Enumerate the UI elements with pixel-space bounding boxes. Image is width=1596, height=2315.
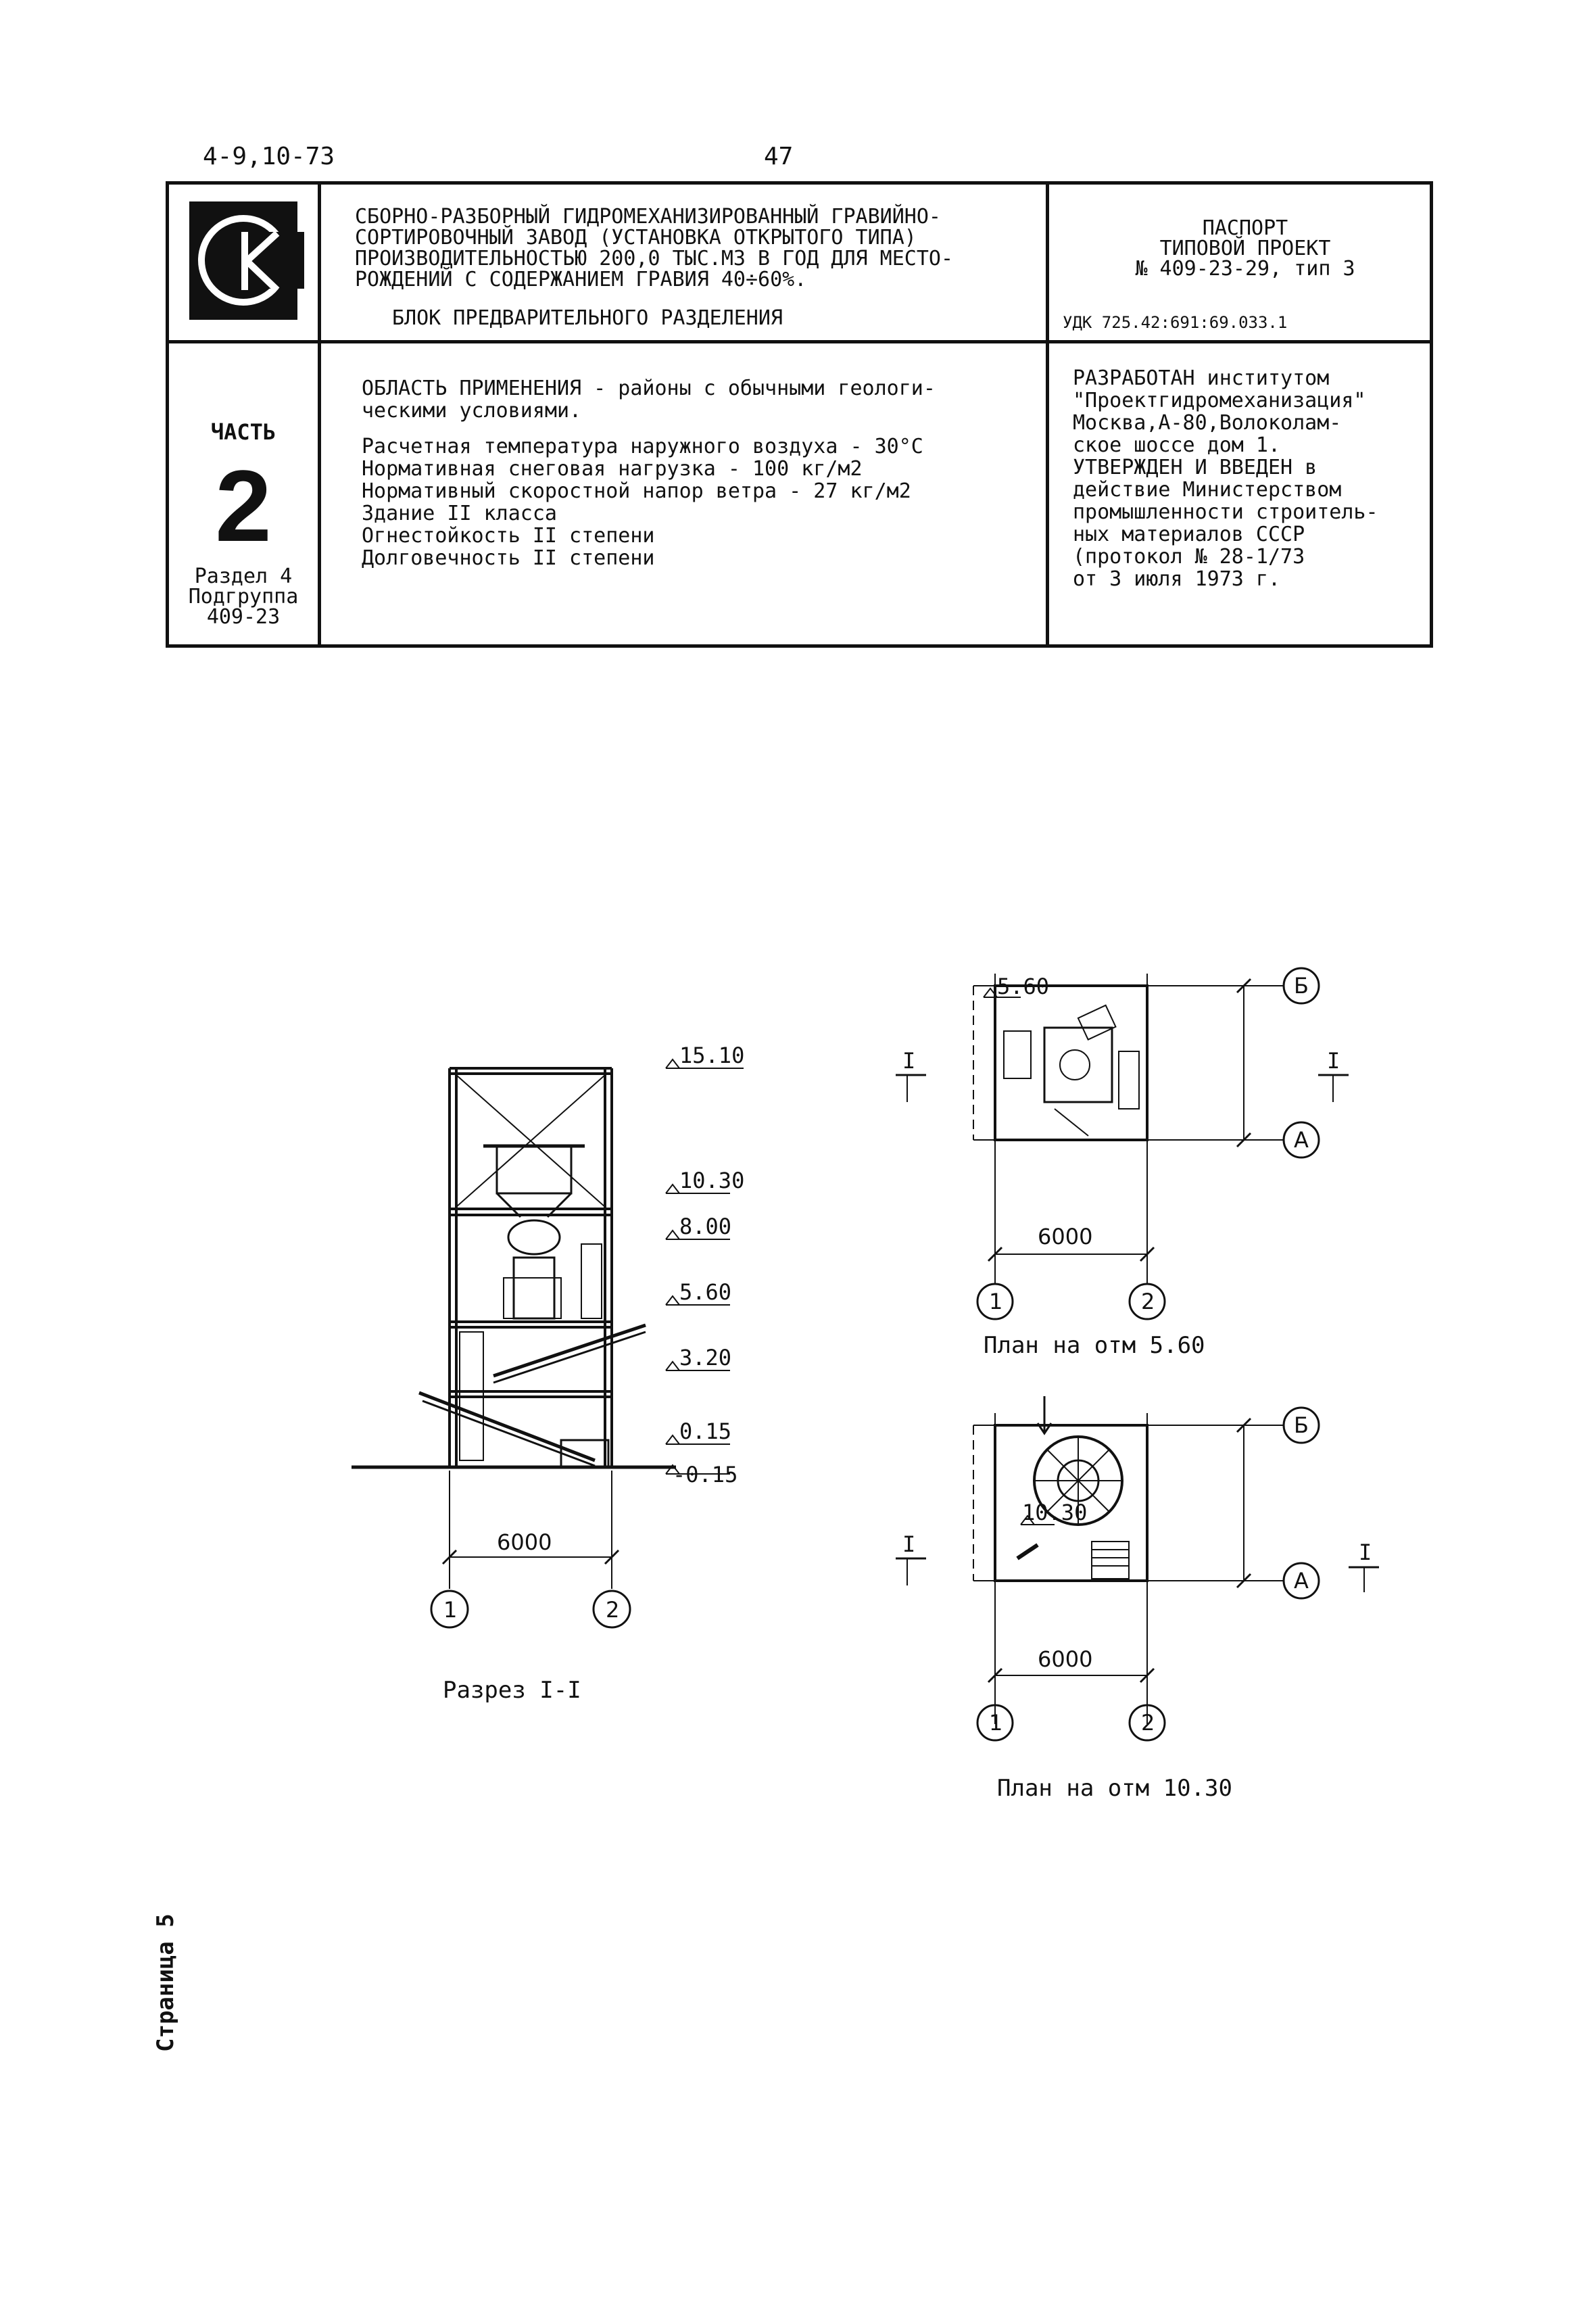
approval-line: УТВЕРЖДЕН И ВВЕДЕН в [1073, 456, 1317, 479]
udk-code: УДК 725.42:691:69.033.1 [1063, 313, 1288, 332]
cut-mark: I [1359, 1540, 1372, 1565]
date-line: от 3 июля 1973 г. [1073, 567, 1281, 591]
application-area: ОБЛАСТЬ ПРИМЕНЕНИЯ - районы с обычными геологи- [362, 377, 936, 400]
developer-line: ское шоссе дом 1. [1073, 433, 1281, 457]
axis-label: Б [1294, 973, 1309, 999]
plan-560-drawing [896, 968, 1349, 1319]
title-line: СОРТИРОВОЧНЫЙ ЗАВОД (УСТАНОВКА ОТКРЫТОГО ТИПА) [355, 226, 917, 249]
developer-line: Москва,А-80,Волоколам- [1073, 411, 1342, 435]
page-side-note: Страница 5 [152, 1913, 179, 2052]
document-code: 4-9,10-73 [203, 143, 335, 170]
level-label: -0.15 [673, 1462, 738, 1487]
title-line: РОЖДЕНИЙ С СОДЕРЖАНИЕМ ГРАВИЯ 40÷60%. [355, 268, 807, 291]
subgroup-number: 409-23 [206, 605, 281, 629]
axis-label: 2 [1141, 1710, 1155, 1736]
wind-pressure: Нормативный скоростной напор ветра - 27 кг/м2 [362, 479, 911, 503]
approval-line: ных материалов СССР [1073, 523, 1305, 546]
level-label: 8.00 [679, 1214, 732, 1239]
plan-level-label: 5.60 [997, 974, 1050, 999]
project-number: № 409-23-29, тип 3 [1135, 257, 1355, 281]
dimension-label: 6000 [1038, 1646, 1093, 1672]
plan-1030-caption: План на отм 10.30 [997, 1775, 1232, 1802]
axis-label: 1 [989, 1289, 1003, 1314]
protocol-line: (протокол № 28-1/73 [1073, 545, 1305, 569]
project-type-label: ТИПОВОЙ ПРОЕКТ [1159, 237, 1331, 260]
axis-label: 2 [606, 1597, 620, 1623]
level-label: 15.10 [679, 1043, 745, 1068]
snow-load: Нормативная снеговая нагрузка - 100 кг/м2 [362, 457, 863, 481]
developer-line: РАЗРАБОТАН институтом [1073, 366, 1330, 390]
level-label: 0.15 [679, 1418, 732, 1444]
part-label: ЧАСТЬ [210, 419, 276, 445]
plan-560-caption: План на отм 5.60 [984, 1332, 1205, 1359]
subgroup-label: Подгруппа [188, 585, 299, 608]
developer-line: "Проектгидромеханизация" [1073, 389, 1366, 412]
level-label: 5.60 [679, 1279, 732, 1305]
approval-line: промышленности строитель- [1073, 500, 1378, 524]
section-caption: Разрез I-I [443, 1677, 581, 1704]
cut-mark: I [902, 1531, 916, 1557]
block-title: БЛОК ПРЕДВАРИТЕЛЬНОГО РАЗДЕЛЕНИЯ [392, 306, 783, 330]
building-class: Здание II класса [362, 502, 557, 525]
part-number: 2 [215, 449, 272, 563]
cut-mark: I [902, 1048, 916, 1074]
dimension-label: 6000 [1038, 1224, 1093, 1249]
approval-line: действие Министерством [1073, 478, 1342, 502]
axis-label: А [1294, 1127, 1309, 1153]
level-label: 3.20 [679, 1345, 732, 1370]
plan-level-label: 10.30 [1022, 1500, 1088, 1525]
axis-label: 1 [443, 1597, 458, 1623]
axis-label: А [1294, 1568, 1309, 1594]
axis-label: 2 [1141, 1289, 1155, 1314]
design-temperature: Расчетная температура наружного воздуха - 30°С [362, 435, 923, 458]
durability: Долговечность II степени [362, 546, 655, 570]
title-line: СБОРНО-РАЗБОРНЫЙ ГИДРОМЕХАНИЗИРОВАННЫЙ ГРАВИЙНО- [355, 205, 941, 229]
dimension-label: 6000 [497, 1529, 552, 1555]
cut-mark: I [1327, 1048, 1340, 1074]
level-label: 10.30 [679, 1168, 745, 1193]
axis-label: Б [1294, 1412, 1309, 1438]
fire-resistance: Огнестойкость II степени [362, 524, 655, 548]
axis-label: 1 [989, 1710, 1003, 1736]
page-number: 47 [764, 143, 794, 170]
title-line: ПРОИЗВОДИТЕЛЬНОСТЬЮ 200,0 ТЫС.М3 В ГОД ДЛЯ МЕСТО- [355, 247, 954, 270]
section-label: Раздел 4 [194, 565, 293, 588]
passport-label: ПАСПОРТ [1202, 216, 1288, 240]
application-area-cont: ческими условиями. [362, 399, 582, 423]
